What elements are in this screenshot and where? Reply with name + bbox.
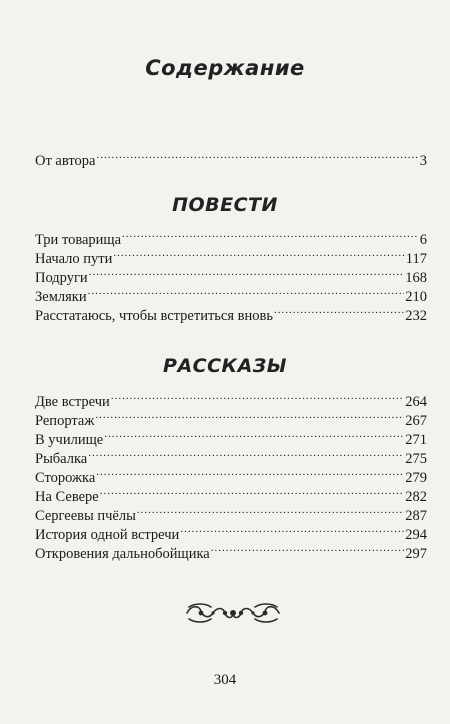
toc-entry-title: Расстатаюсь, чтобы встретиться вновь bbox=[35, 308, 273, 324]
toc-leader-dots bbox=[111, 387, 404, 406]
toc-leader-dots bbox=[211, 539, 405, 558]
toc-entry-page: 3 bbox=[419, 153, 427, 169]
toc-entry-page: 294 bbox=[405, 527, 427, 543]
toc-entry-page: 6 bbox=[419, 232, 427, 248]
toc-leader-dots bbox=[89, 263, 405, 282]
toc-leader-dots bbox=[113, 244, 404, 263]
toc-entry[interactable] bbox=[35, 225, 427, 248]
decorative-flourish-icon bbox=[185, 602, 281, 624]
toc-entry-title: Три товарища bbox=[35, 232, 122, 248]
toc-entry-page: 168 bbox=[405, 270, 427, 286]
toc-leader-dots bbox=[180, 520, 404, 539]
toc-entry-title: Рыбалка bbox=[35, 451, 88, 467]
toc-entry-title: На Севере bbox=[35, 489, 99, 505]
toc-povesti-list bbox=[35, 225, 427, 324]
toc-rasskazy-list bbox=[35, 387, 427, 562]
toc-entry[interactable] bbox=[35, 463, 427, 486]
toc-entry[interactable] bbox=[35, 387, 427, 410]
toc-entry-page: 275 bbox=[405, 451, 427, 467]
toc-leader-dots bbox=[96, 463, 404, 482]
toc-leader-dots bbox=[122, 225, 419, 244]
toc-leader-dots bbox=[88, 444, 404, 463]
toc-entry-page: 232 bbox=[405, 308, 427, 324]
toc-entry-title: Начало пути bbox=[35, 251, 113, 267]
toc-leader-dots bbox=[88, 282, 405, 301]
section-heading-rasskazy: РАССКАЗЫ bbox=[163, 355, 287, 377]
page-number: 304 bbox=[213, 672, 237, 688]
toc-entry[interactable] bbox=[35, 444, 427, 467]
toc-entry-page: 282 bbox=[405, 489, 427, 505]
toc-entry[interactable] bbox=[35, 301, 427, 324]
toc-entry-page: 287 bbox=[405, 508, 427, 524]
toc-entry-page: 271 bbox=[405, 432, 427, 448]
toc-leader-dots bbox=[95, 406, 404, 425]
toc-leader-dots bbox=[274, 301, 404, 320]
toc-entry-page: 267 bbox=[405, 413, 427, 429]
toc-leader-dots bbox=[104, 425, 404, 444]
toc-leader-dots bbox=[100, 482, 405, 501]
toc-entry-title: Две встречи bbox=[35, 394, 110, 410]
section-heading-povesti: ПОВЕСТИ bbox=[172, 194, 278, 216]
toc-entry-page: 297 bbox=[405, 546, 427, 562]
toc-leader-dots bbox=[137, 501, 404, 520]
toc-entry-title: Подруги bbox=[35, 270, 88, 286]
toc-entry[interactable] bbox=[35, 146, 427, 169]
toc-entry-title: Земляки bbox=[35, 289, 87, 305]
toc-intro-list bbox=[35, 146, 427, 169]
toc-leader-dots bbox=[96, 146, 418, 165]
toc-entry[interactable] bbox=[35, 263, 427, 286]
toc-entry-page: 117 bbox=[405, 251, 427, 267]
toc-entry-title: Сергеевы пчёлы bbox=[35, 508, 136, 524]
toc-entry-title: От автора bbox=[35, 153, 96, 169]
toc-entry-title: В училище bbox=[35, 432, 104, 448]
toc-entry-page: 279 bbox=[405, 470, 427, 486]
page-title: Содержание bbox=[145, 56, 305, 80]
toc-entry-page: 210 bbox=[405, 289, 427, 305]
toc-entry-title: Сторожка bbox=[35, 470, 96, 486]
toc-entry[interactable] bbox=[35, 282, 427, 305]
toc-entry-title: История одной встречи bbox=[35, 527, 180, 543]
toc-entry-title: Репортаж bbox=[35, 413, 95, 429]
toc-entry-title: Откровения дальнобойщика bbox=[35, 546, 210, 562]
toc-entry-page: 264 bbox=[405, 394, 427, 410]
